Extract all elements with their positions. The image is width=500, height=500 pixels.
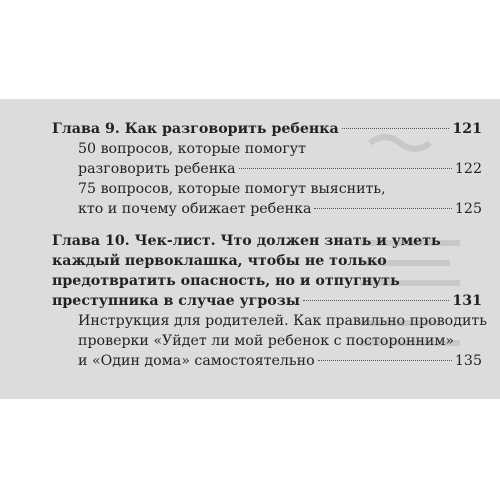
page-number: 125 [454, 201, 482, 217]
chapter-title: преступника в случае угрозы [52, 293, 301, 309]
toc-subentry-75-questions[interactable] [52, 199, 482, 219]
toc-subentry-parent-instructions[interactable] [52, 351, 482, 371]
dot-leader [303, 300, 449, 301]
toc-subentry-line: проверки «Уйдет ли мой ребенок с посторонним» [78, 333, 455, 349]
subentry-title: разговорить ребенка [78, 161, 236, 177]
page-number: 122 [454, 161, 482, 177]
dot-leader [239, 168, 452, 169]
toc-subentry-line: 75 вопросов, которые помогут выяснить, [78, 181, 386, 197]
toc-entry-chapter-9[interactable] [52, 119, 482, 139]
toc-subentry-line: 50 вопросов, которые помогут [78, 141, 306, 157]
toc-subentry-50-questions[interactable] [52, 159, 482, 179]
table-of-contents [52, 119, 487, 371]
chapter-title-line: каждый первоклашка, чтобы не только [52, 253, 387, 269]
page-number: 135 [454, 353, 482, 369]
toc-subentry-line: Инструкция для родителей. Как правильно проводить [78, 313, 487, 329]
dot-leader [318, 360, 452, 361]
book-page [0, 99, 500, 399]
dot-leader [314, 208, 452, 209]
chapter-title-line: предотвратить опасность, но и отпугнуть [52, 273, 400, 289]
chapter-title: Глава 9. Как разговорить ребенка [52, 121, 339, 137]
page-number: 131 [452, 293, 482, 309]
toc-entry-chapter-10[interactable] [52, 291, 482, 311]
page-number: 121 [452, 121, 482, 137]
spacer [52, 219, 482, 231]
subentry-title: кто и почему обижает ребенка [78, 201, 312, 217]
chapter-title-line: Глава 10. Чек-лист. Что должен знать и уметь [52, 233, 441, 249]
subentry-title: и «Один дома» самостоятельно [78, 353, 315, 369]
dot-leader [342, 128, 450, 129]
